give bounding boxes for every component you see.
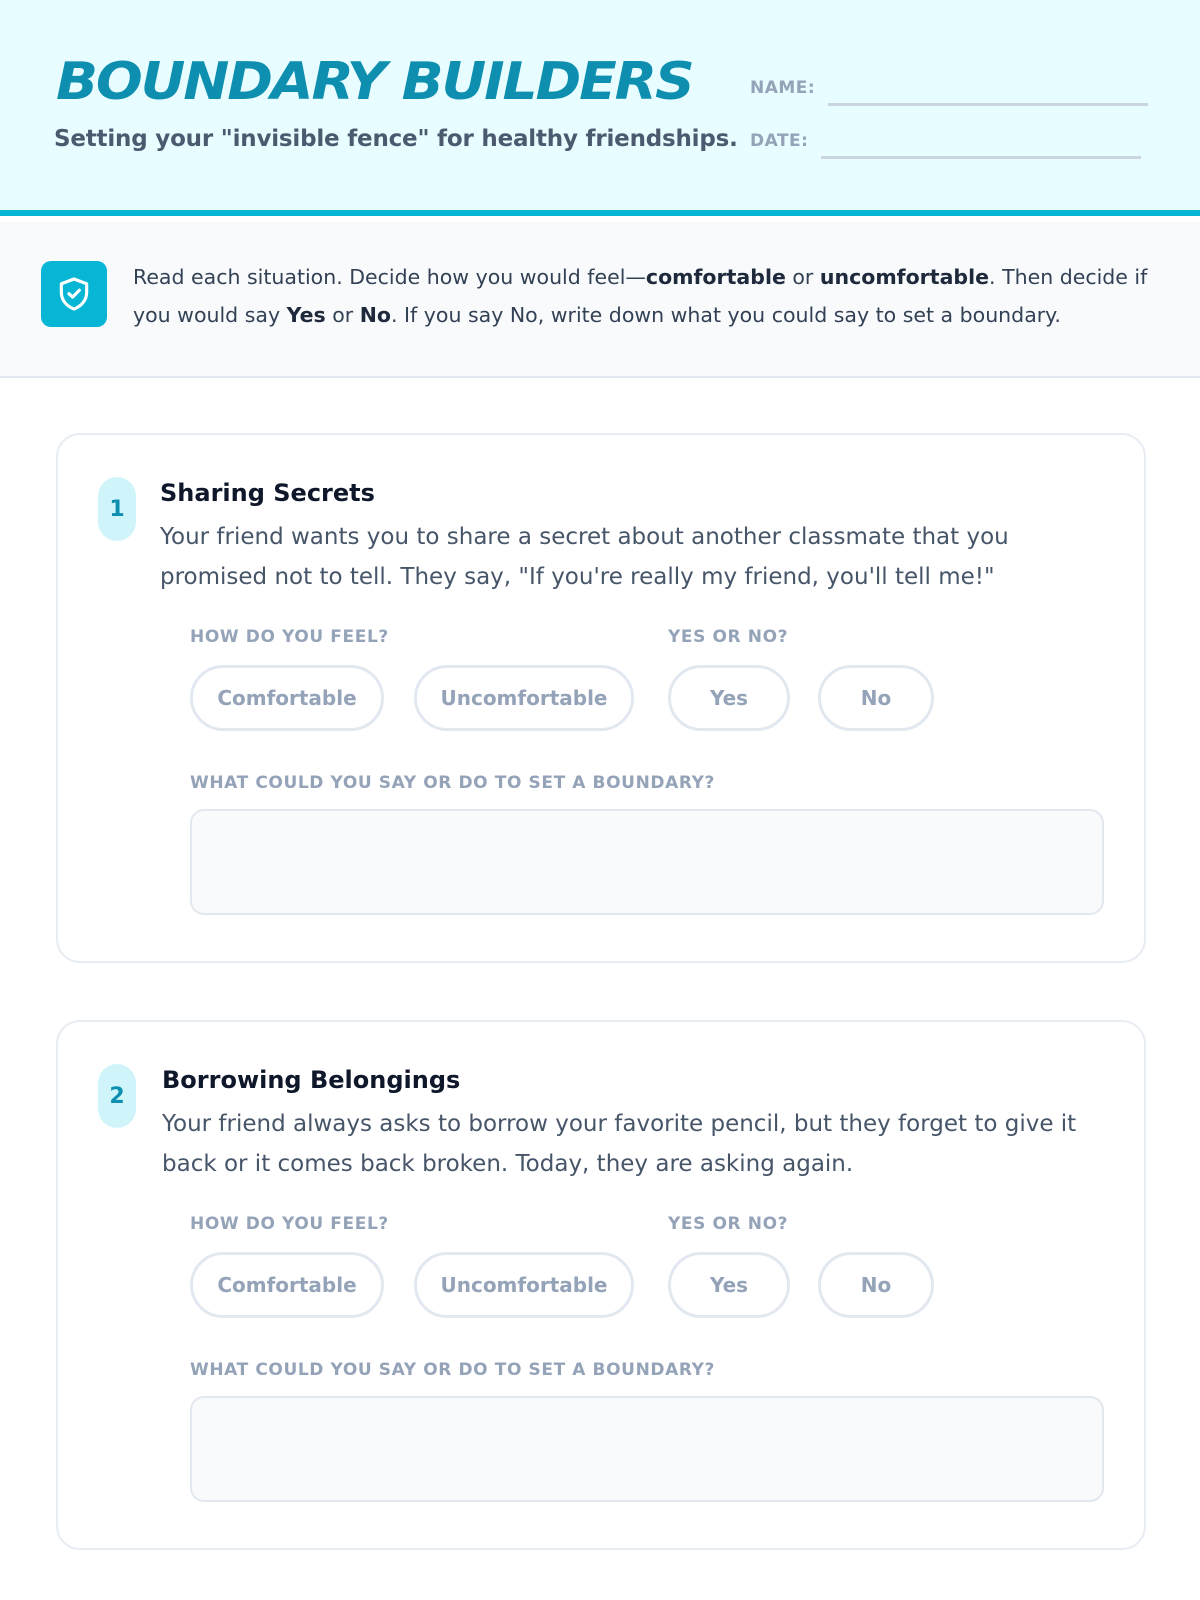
yes-option[interactable]: Yes (668, 1252, 790, 1318)
comfortable-option[interactable]: Comfortable (190, 1252, 384, 1318)
scenario-card (56, 433, 1146, 963)
worksheet-title: BOUNDARY BUILDERS (56, 52, 693, 112)
worksheet-header (0, 0, 1200, 216)
shield-check-icon (41, 261, 107, 327)
instructions-text: Read each situation. Decide how you would feel—comfortable or uncomfortable. Then decide if you would say Yes or No. If you say No, write down what you could say to set a boundary. (133, 265, 1148, 327)
yes-no-label: YES OR NO? (668, 627, 789, 647)
boundary-answer-box[interactable] (190, 809, 1104, 915)
boundary-label: WHAT COULD YOU SAY OR DO TO SET A BOUNDARY? (190, 1360, 716, 1380)
no-option[interactable]: No (818, 1252, 934, 1318)
feel-label: HOW DO YOU FEEL? (190, 1214, 389, 1234)
boundary-answer-box[interactable] (190, 1396, 1104, 1502)
uncomfortable-option[interactable]: Uncomfortable (414, 665, 634, 731)
name-field[interactable] (828, 103, 1148, 106)
feel-label: HOW DO YOU FEEL? (190, 627, 389, 647)
scenario-number-badge: 1 (98, 477, 136, 541)
boundary-label: WHAT COULD YOU SAY OR DO TO SET A BOUNDARY? (190, 773, 716, 793)
no-option[interactable]: No (818, 665, 934, 731)
scenario-card (56, 1020, 1146, 1550)
scenario-description: Your friend wants you to share a secret about another classmate that you promised not to tell. They say, "If you're really my friend, you'll tell me!" (160, 524, 1009, 590)
name-label: NAME: (750, 78, 816, 98)
scenario-title: Borrowing Belongings (162, 1066, 461, 1094)
scenario-number-badge: 2 (98, 1064, 136, 1128)
yes-no-label: YES OR NO? (668, 1214, 789, 1234)
worksheet-subtitle: Setting your "invisible fence" for healthy friendships. (54, 126, 738, 152)
date-field[interactable] (821, 156, 1141, 159)
date-label: DATE: (750, 131, 809, 151)
scenario-description: Your friend always asks to borrow your favorite pencil, but they forget to give it back or it comes back broken. Today, they are asking again. (162, 1111, 1077, 1177)
yes-option[interactable]: Yes (668, 665, 790, 731)
comfortable-option[interactable]: Comfortable (190, 665, 384, 731)
scenario-title: Sharing Secrets (160, 479, 375, 507)
uncomfortable-option[interactable]: Uncomfortable (414, 1252, 634, 1318)
